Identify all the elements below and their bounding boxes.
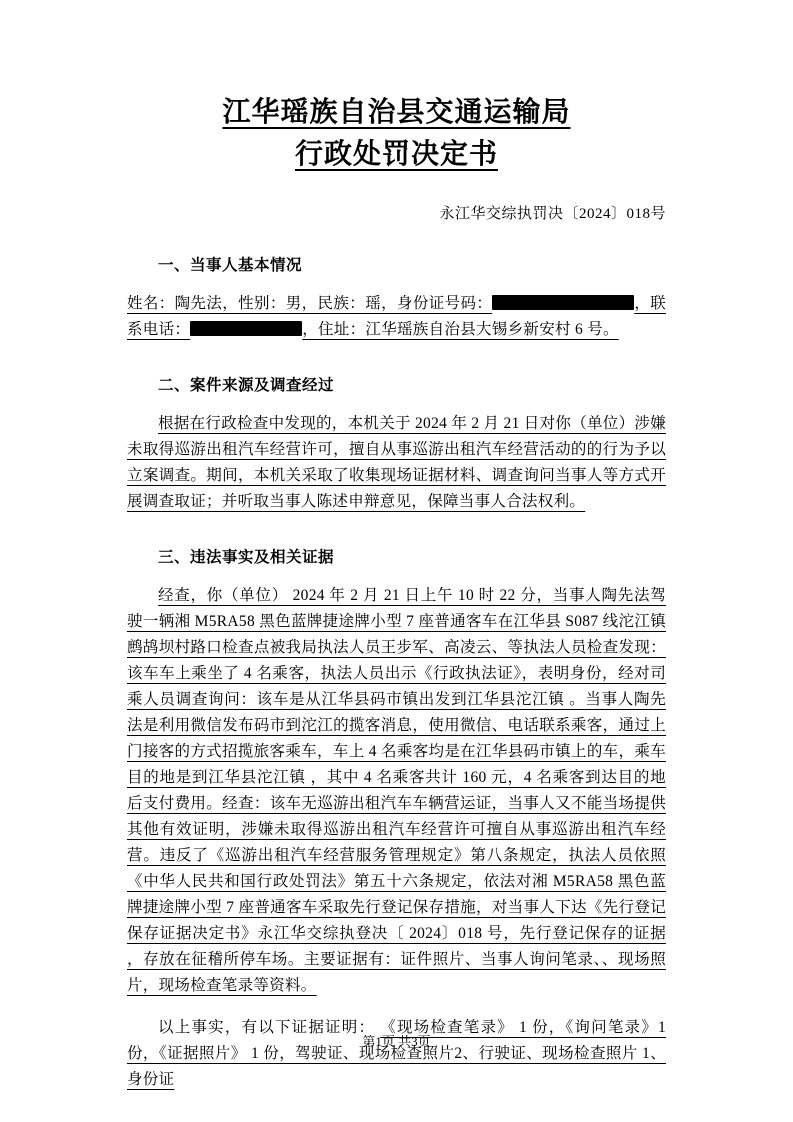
party-info-middle: ，联系电话： bbox=[127, 295, 666, 338]
document-title-line1: 江华瑶族自治县交通运输局 bbox=[222, 97, 571, 128]
section1-heading: 一、当事人基本情况 bbox=[158, 257, 303, 274]
party-info-after: ，住址：江华瑶族自治县大锡乡新安村 6 号。 bbox=[302, 321, 619, 338]
violation-facts-text: 经查，你（单位） 2024 年 2 月 21 日上午 10 时 22 分，当事人陶先法驾驶一辆湘 M5RA58 黑色蓝牌捷途牌小型 7 座普通客车在江华县 S087 线沱江镇鹧鸪坝村路口检查点被我局执法人员王步军、高凌云、等执法人员检查发现：该车车上乘坐了 4 名乘客，执法人员出示《行政执法证》，表明身份，经对司乘人员调查询问：该车是从江华县码市镇出发到江华县沱江镇 。当事人陶先法是利用微信发布码市到沱江的揽客消息，使用微信、电话联系乘客，通过上门接客的方式招揽旅客乘车，车上 4 名乘客均是在江华县码市镇上的车，乘车目的地是到江华县沱江镇 ，其中 4 名乘客共计 160 元，4 名乘客到达目的地后支付费用。经查：该车无巡游出租汽车车辆营运证，当事人又不能当场提供其他有效证明，涉嫌未取得巡游出租汽车经营许可擅自从事巡游出租汽车经营。违反了《巡游出租汽车经营服务管理规定》第八条规定，执法人员依照《中华人民共和国行政处罚法》第五十六条规定，依法对湘 M5RA58 黑色蓝牌捷途牌小型 7 座普通客车采取先行登记保存措施，对当事人下达《先行登记保存证据决定书》永江华交综执登决〔 2024〕018 号，先行登记保存的证据 ，存放在征稽所停车场。主要证据有：证件照片、当事人询问笔录、、现场照片，现场检查笔录等资料。 bbox=[127, 587, 666, 994]
redacted-id-number bbox=[492, 295, 634, 310]
document-title-line2: 行政处罚决定书 bbox=[294, 139, 498, 170]
section3-heading: 三、违法事实及相关证据 bbox=[158, 549, 335, 566]
section2-heading: 二、案件来源及调查经过 bbox=[158, 377, 335, 394]
case-source-text: 根据在行政检查中发现的，本机关于 2024 年 2 月 21 日对你（单位）涉嫌未取得巡游出租汽车经营许可，擅自从事巡游出租汽车经营活动的的行为予以立案调查。期间，本机关采取了收集现场证据材料、调查询问当事人等方式开展调查取证；并听取当事人陈述申辩意见，保障当事人合法权利。 bbox=[127, 415, 667, 510]
page-number-footer: 第1页 共3页 bbox=[362, 1034, 431, 1049]
document-number: 永江华交综执罚决〔2024〕018号 bbox=[439, 206, 666, 222]
party-basic-info bbox=[127, 291, 666, 343]
case-source-paragraph bbox=[127, 411, 666, 515]
document-title bbox=[127, 92, 666, 176]
evidence-list: 《现场检查笔录》 1 份，《询问笔录》1 份，《证据照片》 1 份，驾驶证、现场检查照片2、行驶证、现场检查照片 1、身份证 bbox=[127, 1019, 666, 1088]
party-info-before-id: 姓名：陶先法，性别：男，民族：瑶，身份证号码： bbox=[127, 295, 493, 312]
evidence-intro: 以上事实，有以下证据证明： bbox=[158, 1019, 381, 1036]
violation-facts-paragraph bbox=[127, 583, 666, 999]
evidence-paragraph bbox=[127, 1015, 666, 1093]
redacted-phone-number bbox=[190, 321, 302, 336]
